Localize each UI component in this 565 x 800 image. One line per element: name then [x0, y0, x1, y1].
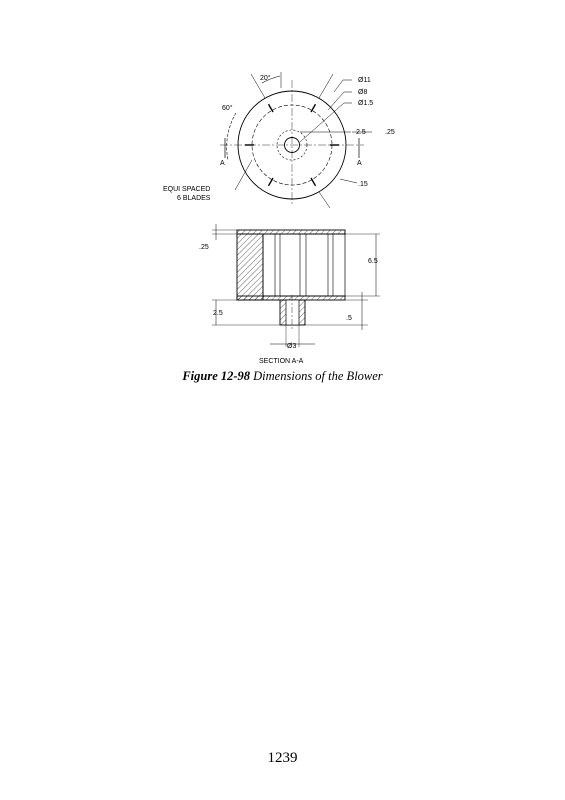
figure-caption [0, 369, 565, 384]
outer-dia-label: Ø11 [358, 77, 371, 84]
hole-dia-label: Ø1.5 [358, 100, 374, 107]
blades-note-line1: EQUI SPACED [163, 186, 211, 193]
figure-number: Figure 12-98 [182, 369, 251, 383]
figure-caption-text: Dimensions of the Blower [250, 369, 383, 383]
section-label: SECTION A-A [259, 358, 304, 365]
dim-2-5-label: 2.5 [356, 129, 366, 136]
mid-dia-label: Ø8 [358, 89, 368, 96]
angle-20-label: 20° [260, 75, 271, 82]
blades-note-line2: 6 BLADES [177, 195, 211, 202]
angle-60-label: 60° [222, 105, 233, 112]
section-arrow-right-label: A [357, 160, 362, 167]
hub-offset-label: .5 [346, 315, 352, 322]
technical-drawing [0, 0, 565, 380]
top-view [220, 72, 372, 208]
top-thickness-label: .25 [199, 244, 209, 251]
dim-15-label: .15 [358, 181, 368, 188]
height-label: 6.5 [368, 258, 378, 265]
hub-dia-label: Ø3 [287, 343, 297, 350]
dim-25-label: .25 [385, 129, 395, 136]
page-number: 1239 [267, 750, 298, 766]
hub-height-label: 2.5 [213, 310, 223, 317]
section-arrow-left-label: A [220, 160, 225, 167]
section-view [212, 224, 380, 347]
